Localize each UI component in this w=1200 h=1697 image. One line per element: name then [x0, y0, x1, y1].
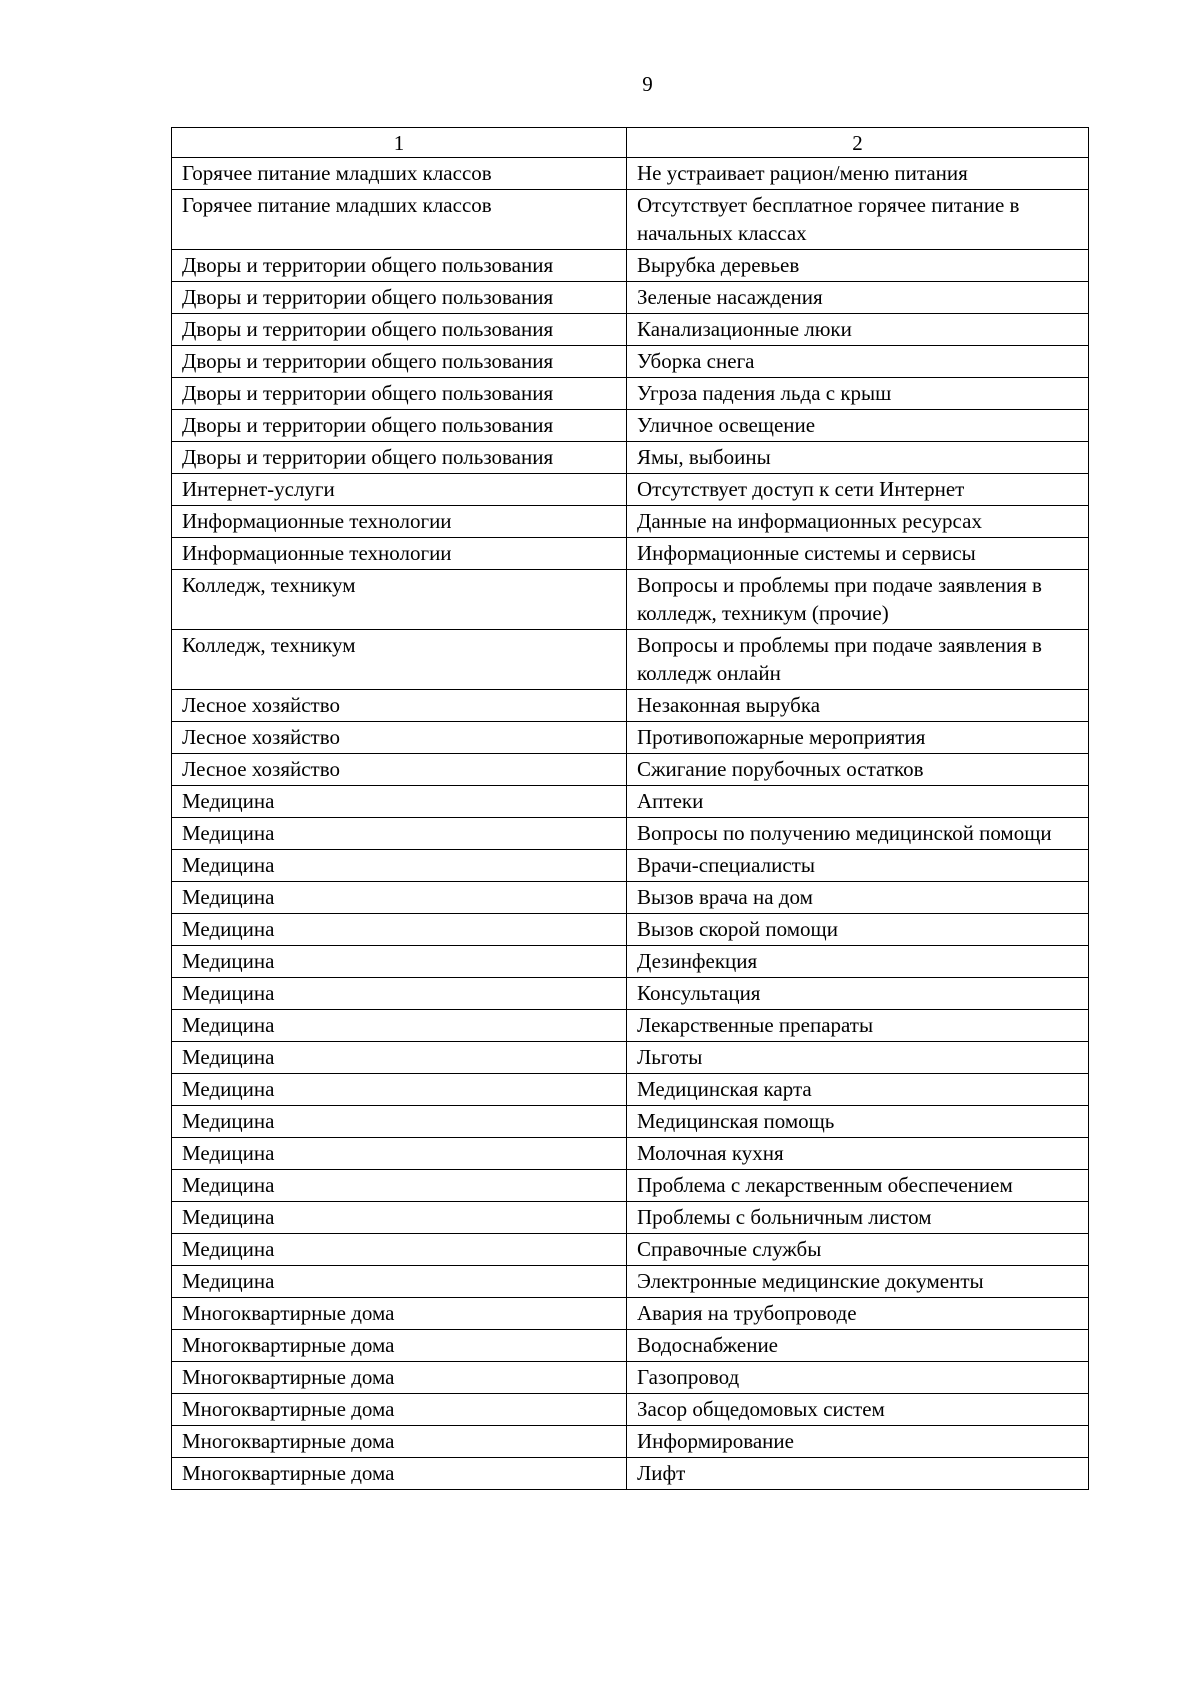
- subcategory-cell: Информационные системы и сервисы: [627, 538, 1089, 570]
- subcategory-cell: Справочные службы: [627, 1234, 1089, 1266]
- category-cell: Лесное хозяйство: [172, 690, 627, 722]
- category-cell: Медицина: [172, 818, 627, 850]
- subcategory-cell: Вырубка деревьев: [627, 250, 1089, 282]
- subcategory-cell: Льготы: [627, 1042, 1089, 1074]
- category-cell: Медицина: [172, 946, 627, 978]
- subcategory-cell: Вопросы и проблемы при подаче заявления в колледж, техникум (прочие): [627, 570, 1089, 630]
- table-row: [172, 346, 1089, 378]
- category-cell: Медицина: [172, 1106, 627, 1138]
- category-cell: Дворы и территории общего пользования: [172, 314, 627, 346]
- table-row: [172, 818, 1089, 850]
- table-row: [172, 158, 1089, 190]
- subcategory-cell: Консультация: [627, 978, 1089, 1010]
- subcategory-cell: Отсутствует бесплатное горячее питание в начальных классах: [627, 190, 1089, 250]
- subcategory-cell: Проблема с лекарственным обеспечением: [627, 1170, 1089, 1202]
- category-cell: Многоквартирные дома: [172, 1330, 627, 1362]
- subcategory-cell: Сжигание порубочных остатков: [627, 754, 1089, 786]
- subcategory-cell: Газопровод: [627, 1362, 1089, 1394]
- topics-table: [171, 127, 1089, 1490]
- category-cell: Информационные технологии: [172, 506, 627, 538]
- category-cell: Медицина: [172, 1074, 627, 1106]
- table-row: [172, 882, 1089, 914]
- category-cell: Медицина: [172, 1234, 627, 1266]
- table-row: [172, 1330, 1089, 1362]
- subcategory-cell: Лифт: [627, 1458, 1089, 1490]
- category-cell: Многоквартирные дома: [172, 1394, 627, 1426]
- subcategory-cell: Противопожарные мероприятия: [627, 722, 1089, 754]
- category-cell: Медицина: [172, 1170, 627, 1202]
- subcategory-cell: Проблемы с больничным листом: [627, 1202, 1089, 1234]
- category-cell: Интернет-услуги: [172, 474, 627, 506]
- category-cell: Медицина: [172, 786, 627, 818]
- category-cell: Медицина: [172, 978, 627, 1010]
- table-row: [172, 1298, 1089, 1330]
- table-row: [172, 410, 1089, 442]
- category-cell: Лесное хозяйство: [172, 754, 627, 786]
- table-row: [172, 1010, 1089, 1042]
- category-cell: Колледж, техникум: [172, 630, 627, 690]
- table-row: [172, 1458, 1089, 1490]
- subcategory-cell: Вызов скорой помощи: [627, 914, 1089, 946]
- category-cell: Многоквартирные дома: [172, 1458, 627, 1490]
- column-header-1: 1: [172, 128, 627, 158]
- category-cell: Медицина: [172, 850, 627, 882]
- category-cell: Медицина: [172, 882, 627, 914]
- subcategory-cell: Данные на информационных ресурсах: [627, 506, 1089, 538]
- subcategory-cell: Врачи-специалисты: [627, 850, 1089, 882]
- subcategory-cell: Не устраивает рацион/меню питания: [627, 158, 1089, 190]
- subcategory-cell: Лекарственные препараты: [627, 1010, 1089, 1042]
- table-row: [172, 850, 1089, 882]
- subcategory-cell: Угроза падения льда с крыш: [627, 378, 1089, 410]
- subcategory-cell: Медицинская карта: [627, 1074, 1089, 1106]
- subcategory-cell: Уборка снега: [627, 346, 1089, 378]
- category-cell: Информационные технологии: [172, 538, 627, 570]
- table-row: [172, 570, 1089, 630]
- category-cell: Дворы и территории общего пользования: [172, 250, 627, 282]
- subcategory-cell: Авария на трубопроводе: [627, 1298, 1089, 1330]
- table-row: [172, 1170, 1089, 1202]
- table-row: [172, 190, 1089, 250]
- subcategory-cell: Зеленые насаждения: [627, 282, 1089, 314]
- category-cell: Горячее питание младших классов: [172, 190, 627, 250]
- category-cell: Медицина: [172, 1266, 627, 1298]
- subcategory-cell: Вопросы и проблемы при подаче заявления в колледж онлайн: [627, 630, 1089, 690]
- table-row: [172, 378, 1089, 410]
- subcategory-cell: Аптеки: [627, 786, 1089, 818]
- subcategory-cell: Засор общедомовых систем: [627, 1394, 1089, 1426]
- column-header-2: 2: [627, 128, 1089, 158]
- subcategory-cell: Отсутствует доступ к сети Интернет: [627, 474, 1089, 506]
- page-number: 9: [642, 72, 653, 96]
- subcategory-cell: Молочная кухня: [627, 1138, 1089, 1170]
- table-header-row: [172, 128, 1089, 158]
- category-cell: Медицина: [172, 1042, 627, 1074]
- subcategory-cell: Медицинская помощь: [627, 1106, 1089, 1138]
- subcategory-cell: Водоснабжение: [627, 1330, 1089, 1362]
- category-cell: Многоквартирные дома: [172, 1298, 627, 1330]
- table-row: [172, 1426, 1089, 1458]
- table-row: [172, 630, 1089, 690]
- table-row: [172, 786, 1089, 818]
- table-row: [172, 1042, 1089, 1074]
- subcategory-cell: Незаконная вырубка: [627, 690, 1089, 722]
- category-cell: Медицина: [172, 914, 627, 946]
- category-cell: Лесное хозяйство: [172, 722, 627, 754]
- subcategory-cell: Ямы, выбоины: [627, 442, 1089, 474]
- table-row: [172, 442, 1089, 474]
- category-cell: Дворы и территории общего пользования: [172, 346, 627, 378]
- subcategory-cell: Вызов врача на дом: [627, 882, 1089, 914]
- subcategory-cell: Информирование: [627, 1426, 1089, 1458]
- category-cell: Дворы и территории общего пользования: [172, 378, 627, 410]
- table-row: [172, 722, 1089, 754]
- category-cell: Дворы и территории общего пользования: [172, 442, 627, 474]
- category-cell: Медицина: [172, 1138, 627, 1170]
- table-row: [172, 1138, 1089, 1170]
- category-cell: Многоквартирные дома: [172, 1362, 627, 1394]
- category-cell: Медицина: [172, 1010, 627, 1042]
- table-row: [172, 690, 1089, 722]
- table-body: [172, 158, 1089, 1490]
- table-row: [172, 754, 1089, 786]
- table-row: [172, 978, 1089, 1010]
- category-cell: Медицина: [172, 1202, 627, 1234]
- category-cell: Многоквартирные дома: [172, 1426, 627, 1458]
- subcategory-cell: Электронные медицинские документы: [627, 1266, 1089, 1298]
- subcategory-cell: Дезинфекция: [627, 946, 1089, 978]
- category-cell: Дворы и территории общего пользования: [172, 282, 627, 314]
- category-cell: Горячее питание младших классов: [172, 158, 627, 190]
- subcategory-cell: Уличное освещение: [627, 410, 1089, 442]
- category-cell: Колледж, техникум: [172, 570, 627, 630]
- subcategory-cell: Вопросы по получению медицинской помощи: [627, 818, 1089, 850]
- subcategory-cell: Канализационные люки: [627, 314, 1089, 346]
- table-row: [172, 474, 1089, 506]
- table-row: [172, 1106, 1089, 1138]
- table-row: [172, 282, 1089, 314]
- table-row: [172, 946, 1089, 978]
- table-row: [172, 250, 1089, 282]
- table-row: [172, 1202, 1089, 1234]
- category-cell: Дворы и территории общего пользования: [172, 410, 627, 442]
- table-row: [172, 914, 1089, 946]
- table-row: [172, 1266, 1089, 1298]
- table-row: [172, 506, 1089, 538]
- table-row: [172, 1394, 1089, 1426]
- table-row: [172, 1362, 1089, 1394]
- table-row: [172, 1234, 1089, 1266]
- table-row: [172, 1074, 1089, 1106]
- table-row: [172, 314, 1089, 346]
- table-row: [172, 538, 1089, 570]
